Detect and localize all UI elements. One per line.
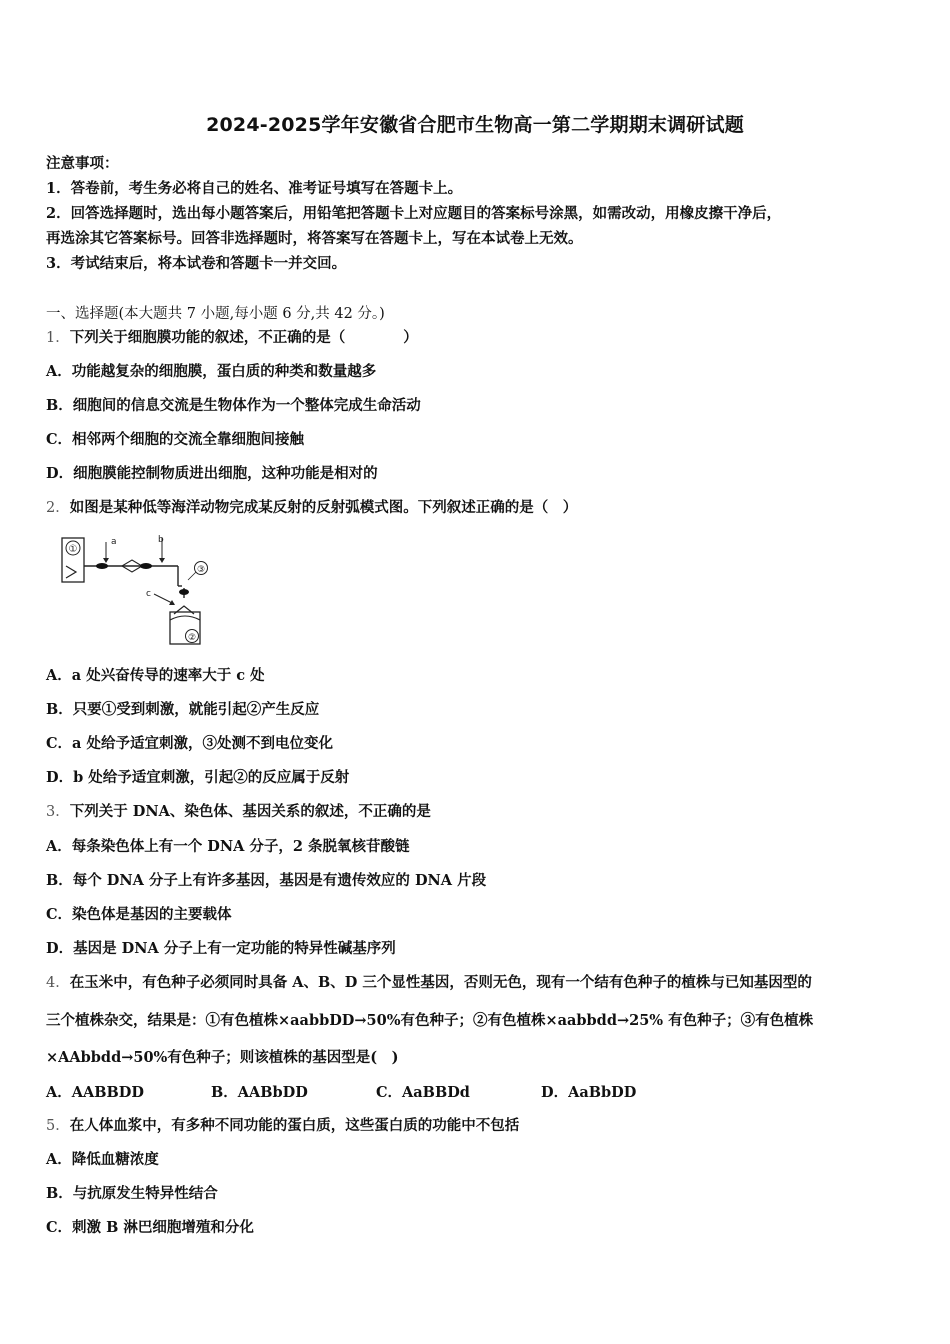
question-stem [46, 496, 577, 517]
arrow-b-head [159, 558, 165, 563]
option-b: B．AABbDD [211, 1084, 308, 1101]
page-title: 2024-2025学年安徽省合肥市生物高一第二学期期末调研试题 [206, 114, 744, 136]
question-text: 如图是某种低等海洋动物完成某反射的反射弧模式图。下列叙述正确的是（ ） [69, 499, 578, 516]
effector-ending [174, 606, 194, 614]
notice-item: 1．答卷前，考生务必将自己的姓名、准考证号填写在答题卡上。 [46, 180, 463, 197]
question-stem [46, 800, 431, 821]
option-b: B．每个 DNA 分子上有许多基因，基因是有遗传效应的 DNA 片段 [46, 872, 487, 889]
option-a: A．每条染色体上有一个 DNA 分子，2 条脱氧核苷酸链 [46, 838, 410, 855]
section-heading: 一、选择题(本大题共 7 小题,每小题 6 分,共 42 分。) [46, 306, 385, 322]
option-d: D．AaBbDD [541, 1084, 637, 1101]
option-b: B．只要①受到刺激，就能引起②产生反应 [46, 701, 320, 718]
option-c: C．相邻两个细胞的交流全靠细胞间接触 [46, 431, 305, 448]
question-stem [46, 326, 418, 347]
notice-item: 3．考试结束后，将本试卷和答题卡一并交回。 [46, 255, 347, 272]
reflex-arc-diagram [56, 532, 216, 650]
effector-curve [170, 616, 200, 620]
question-number: 3． [46, 804, 70, 820]
question-stem-continued: ×AAbbdd→50%有色种子；则该植株的基因型是( ) [46, 1049, 399, 1066]
question-number: 5． [46, 1118, 70, 1134]
neuron-body [96, 563, 108, 569]
question-number: 4． [46, 975, 70, 991]
option-c: C．染色体是基因的主要载体 [46, 906, 232, 923]
question-text: 在玉米中，有色种子必须同时具备 A、B、D 三个显性基因，否则无色，现有一个结有色种子的植株与已知基因型的 [69, 974, 812, 991]
option-c: C．a 处给予适宜刺激，③处测不到电位变化 [46, 735, 333, 752]
pointer-3 [188, 572, 196, 580]
interneuron-body [140, 563, 152, 569]
notice-item: 2．回答选择题时，选出每小题答案后，用铅笔把答题卡上对应题目的答案标号涂黑，如需改动，用橡皮擦干净后， [46, 205, 782, 222]
option-c: C．AaBBDd [376, 1084, 470, 1101]
question-number: 2． [46, 500, 70, 516]
option-d: D．b 处给予适宜刺激，引起②的反应属于反射 [46, 769, 350, 786]
option-a: A．a 处兴奋传导的速率大于 c 处 [46, 667, 265, 684]
options-row [46, 1081, 706, 1102]
motor-neuron-body [179, 589, 189, 595]
receptor-ending [66, 566, 76, 578]
label-1: ① [68, 544, 78, 555]
option-a: A．降低血糖浓度 [46, 1151, 159, 1168]
question-text: 下列关于细胞膜功能的叙述，不正确的是（ ） [69, 329, 418, 346]
label-3: ③ [196, 565, 206, 575]
question-number: 1． [46, 330, 70, 346]
question-stem [46, 971, 812, 992]
question-stem-continued: 三个植株杂交，结果是：①有色植株×aabbDD→50%有色种子；②有色植株×aabbdd→25% 有色种子；③有色植株 [46, 1012, 814, 1029]
question-stem [46, 1114, 519, 1135]
label-c: c [146, 589, 151, 599]
notice-heading: 注意事项： [46, 155, 119, 172]
question-text: 在人体血浆中，有多种不同功能的蛋白质，这些蛋白质的功能中不包括 [69, 1117, 520, 1134]
option-d: D．细胞膜能控制物质进出细胞，这种功能是相对的 [46, 465, 378, 482]
option-a: A．功能越复杂的细胞膜，蛋白质的种类和数量越多 [46, 363, 377, 380]
option-b: B．与抗原发生特异性结合 [46, 1185, 218, 1202]
label-2: ② [187, 633, 197, 643]
label-a: a [111, 537, 117, 547]
label-b: b [158, 535, 164, 545]
option-a: A．AABBDD [46, 1084, 144, 1101]
option-c: C．刺激 B 淋巴细胞增殖和分化 [46, 1219, 254, 1236]
notice-item: 再选涂其它答案标号。回答非选择题时，将答案写在答题卡上，写在本试卷上无效。 [46, 230, 583, 247]
option-d: D．基因是 DNA 分子上有一定功能的特异性碱基序列 [46, 940, 396, 957]
option-b: B．细胞间的信息交流是生物体作为一个整体完成生命活动 [46, 397, 421, 414]
arrow-a-head [103, 558, 109, 563]
question-text: 下列关于 DNA、染色体、基因关系的叙述，不正确的是 [69, 803, 431, 820]
